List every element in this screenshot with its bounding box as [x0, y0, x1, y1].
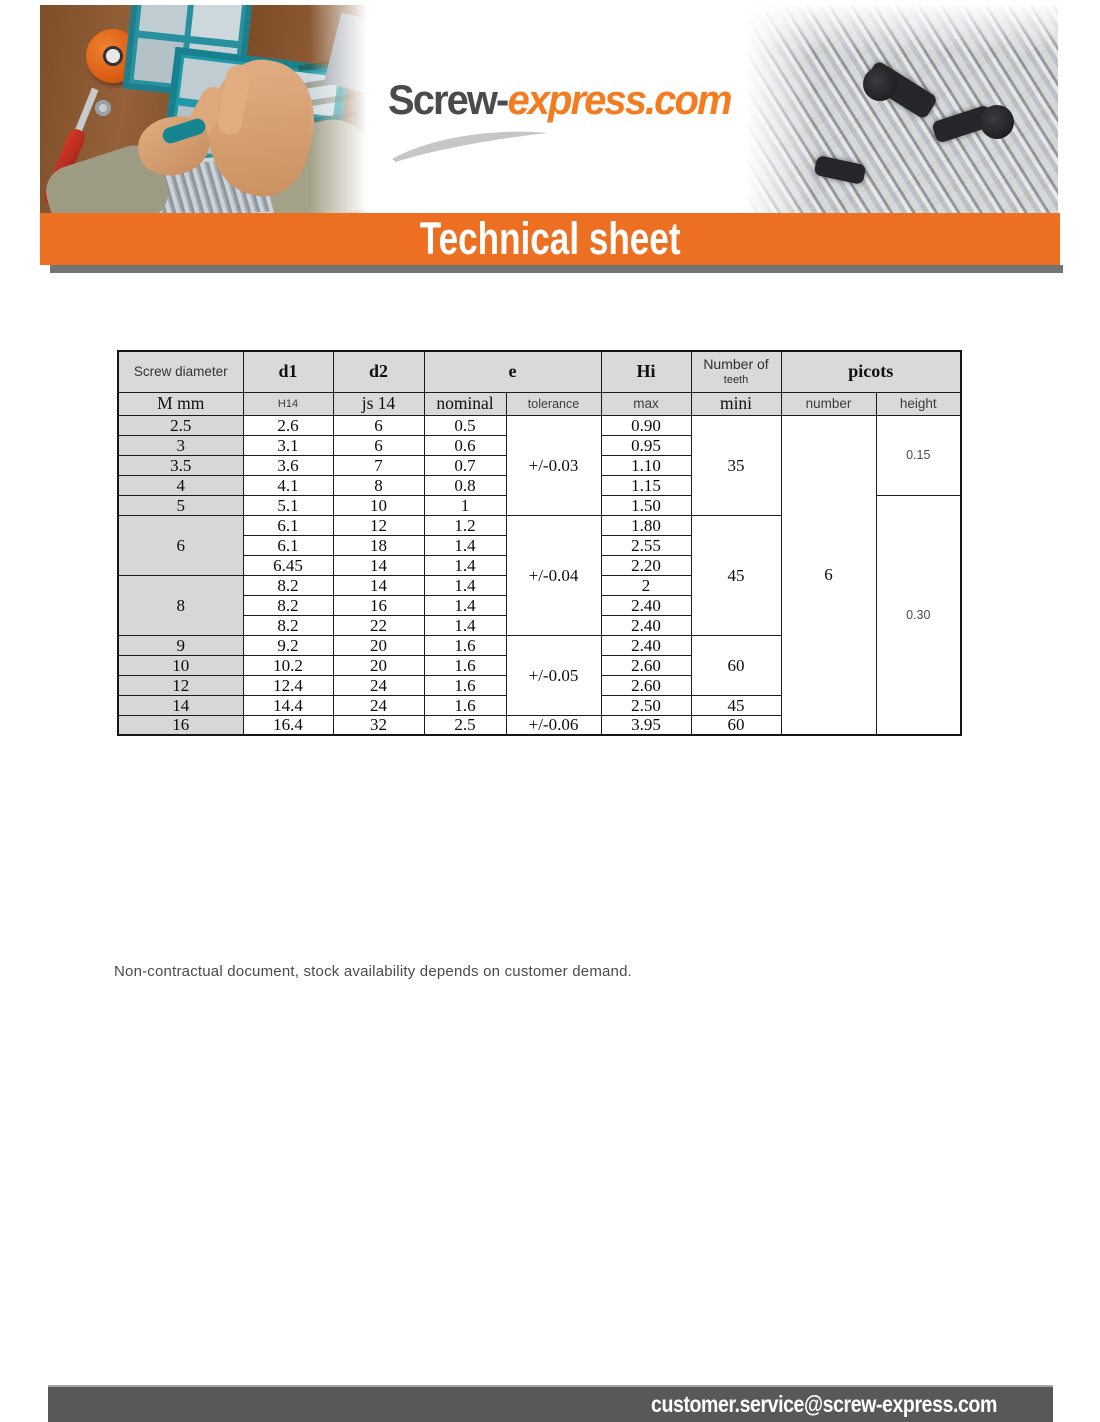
table-cell: 4.1	[243, 475, 333, 495]
table-cell: 2.20	[601, 555, 691, 575]
black-screw-head-image	[863, 67, 897, 101]
header-photo-screw-pile	[745, 5, 1058, 213]
table-cell: 1.6	[424, 675, 506, 695]
table-cell: 2.40	[601, 615, 691, 635]
subheader-m-mm: M mm	[118, 392, 243, 415]
page-title: Technical sheet	[419, 213, 681, 264]
table-cell: 10.2	[243, 655, 333, 675]
table-cell: 6	[333, 435, 424, 455]
table-cell: 6.1	[243, 515, 333, 535]
table-cell: 18	[333, 535, 424, 555]
table-cell: 3.6	[243, 455, 333, 475]
table-cell: 1.6	[424, 695, 506, 715]
table-cell: 7	[333, 455, 424, 475]
table-cell: 2.6	[243, 415, 333, 435]
subheader-number: number	[781, 392, 876, 415]
table-cell: 12	[118, 675, 243, 695]
logo-text-screw: Screw-	[388, 76, 508, 123]
washer-image	[95, 100, 111, 116]
table-cell: 1.15	[601, 475, 691, 495]
table-cell: 1.6	[424, 655, 506, 675]
table-cell: 10	[118, 655, 243, 675]
table-cell: 0.95	[601, 435, 691, 455]
table-cell: 0.15	[876, 415, 961, 495]
table-cell: 12.4	[243, 675, 333, 695]
table-cell: 32	[333, 715, 424, 735]
header-photo-workbench	[40, 5, 367, 213]
table-cell: 1.10	[601, 455, 691, 475]
table-cell: 6.45	[243, 555, 333, 575]
table-cell: 1.50	[601, 495, 691, 515]
table-cell: 1.4	[424, 615, 506, 635]
subheader-max: max	[601, 392, 691, 415]
table-header-row-2	[118, 392, 961, 415]
subheader-js14: js 14	[333, 392, 424, 415]
table-cell: 24	[333, 695, 424, 715]
table-cell: 0.30	[876, 495, 961, 735]
table-cell: 1.4	[424, 535, 506, 555]
table-cell: +/-0.04	[506, 515, 601, 635]
photo-fade	[309, 5, 367, 213]
table-cell: 3.1	[243, 435, 333, 455]
table-cell: 2.5	[424, 715, 506, 735]
table-cell: 5	[118, 495, 243, 515]
table-cell: 35	[691, 415, 781, 515]
table-cell: 14	[333, 575, 424, 595]
table-cell: 0.90	[601, 415, 691, 435]
table-cell: 3.5	[118, 455, 243, 475]
table-cell: 9	[118, 635, 243, 655]
table-cell: 0.5	[424, 415, 506, 435]
col-header-hi: Hi	[601, 351, 691, 392]
table-cell: 6	[333, 415, 424, 435]
table-cell: 0.7	[424, 455, 506, 475]
table-cell: 1	[424, 495, 506, 515]
table-cell: 2.40	[601, 595, 691, 615]
subheader-tolerance: tolerance	[506, 392, 601, 415]
table-cell: 14.4	[243, 695, 333, 715]
table-cell: 22	[333, 615, 424, 635]
table-cell: +/-0.06	[506, 715, 601, 735]
col-header-screw-diameter: Screw diameter	[118, 351, 243, 392]
col-header-e: e	[424, 351, 601, 392]
table-cell: 14	[333, 555, 424, 575]
table-cell: 2.60	[601, 655, 691, 675]
table-cell: 8.2	[243, 615, 333, 635]
banner-shadow-bar	[50, 265, 1063, 273]
footer-email: customer.service@screw-express.com	[651, 1391, 997, 1417]
subheader-height: height	[876, 392, 961, 415]
table-cell: +/-0.05	[506, 635, 601, 715]
table-cell: 1.80	[601, 515, 691, 535]
logo-swoosh-icon	[388, 126, 553, 164]
table-cell: 6	[118, 515, 243, 575]
table-cell: 1.4	[424, 555, 506, 575]
subheader-h14: H14	[243, 392, 333, 415]
footer-bar	[48, 1385, 1053, 1422]
table-header-row-1	[118, 351, 961, 392]
table-cell: 12	[333, 515, 424, 535]
table-cell: 8.2	[243, 595, 333, 615]
col-header-number-of-teeth	[691, 351, 781, 392]
subheader-mini: mini	[691, 392, 781, 415]
table-cell: 14	[118, 695, 243, 715]
logo-text-express: express.com	[507, 76, 731, 123]
table-cell: 2.40	[601, 635, 691, 655]
table-cell: 45	[691, 695, 781, 715]
teeth-header-line2: teeth	[723, 373, 749, 386]
spec-table	[117, 350, 962, 736]
subheader-nominal: nominal	[424, 392, 506, 415]
col-header-picots: picots	[781, 351, 961, 392]
table-cell: 8.2	[243, 575, 333, 595]
table-cell: 5.1	[243, 495, 333, 515]
col-header-d2: d2	[333, 351, 424, 392]
table-cell: 8	[333, 475, 424, 495]
black-screw-head-image	[980, 105, 1014, 139]
col-header-d1: d1	[243, 351, 333, 392]
table-cell: 60	[691, 635, 781, 695]
table-cell: 1.6	[424, 635, 506, 655]
table-cell: 0.8	[424, 475, 506, 495]
table-cell: 8	[118, 575, 243, 635]
tape-measure-core	[103, 46, 123, 66]
table-cell: 1.2	[424, 515, 506, 535]
table-cell: 2.55	[601, 535, 691, 555]
table-cell: 20	[333, 635, 424, 655]
table-cell: 0.6	[424, 435, 506, 455]
teeth-header-line1: Number of	[703, 356, 769, 373]
table-cell: 24	[333, 675, 424, 695]
photo-fade	[745, 5, 1058, 53]
disclaimer-note: Non-contractual document, stock availability depends on customer demand.	[114, 963, 633, 980]
table-cell: 20	[333, 655, 424, 675]
table-cell: 60	[691, 715, 781, 735]
table-cell: 4	[118, 475, 243, 495]
logo-text	[388, 76, 731, 124]
brand-logo	[388, 76, 738, 124]
table-cell: +/-0.03	[506, 415, 601, 515]
table-cell: 9.2	[243, 635, 333, 655]
table-cell: 2	[601, 575, 691, 595]
table-row	[118, 415, 961, 435]
table-cell: 1.4	[424, 595, 506, 615]
table-cell: 16	[333, 595, 424, 615]
table-cell: 2.60	[601, 675, 691, 695]
table-cell: 6	[781, 415, 876, 735]
table-cell: 2.5	[118, 415, 243, 435]
table-cell: 45	[691, 515, 781, 635]
table-cell: 3	[118, 435, 243, 455]
table-cell: 1.4	[424, 575, 506, 595]
table-cell: 3.95	[601, 715, 691, 735]
table-cell: 10	[333, 495, 424, 515]
table-cell: 2.50	[601, 695, 691, 715]
title-banner	[40, 213, 1060, 265]
table-cell: 16	[118, 715, 243, 735]
table-cell: 6.1	[243, 535, 333, 555]
table-cell: 16.4	[243, 715, 333, 735]
